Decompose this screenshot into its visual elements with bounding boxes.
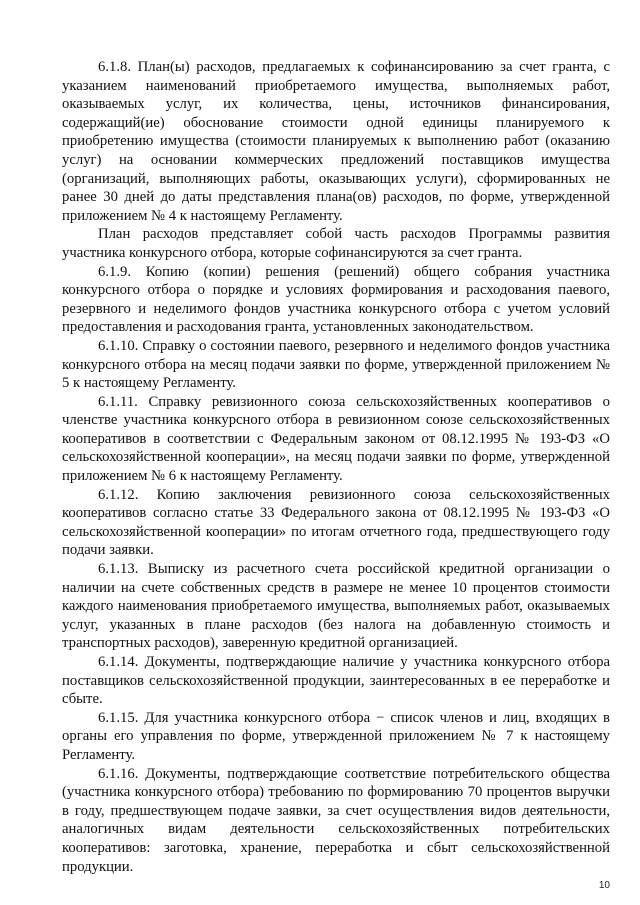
paragraph-6-1-8: 6.1.8. План(ы) расходов, предлагаемых к софинансированию за счет гранта, с указанием наименований приобретаемого имущества, выполняемых работ, оказываемых услуг, их количества, цены, источников финансирования, содержащий(ие) обоснование стоимости одной единицы планируемого к приобретению имущества (стоимости планируемых к выполнению работ (оказанию услуг) на основании коммерческих предложений поставщиков имущества (организаций, выполняющих работы, оказывающих услуги), сформированных не ранее 30 дней до даты представления плана(ов) расходов, по форме, утвержденной приложением № 4 к настоящему Регламенту. [62,59,610,224]
paragraph-6-1-11: 6.1.11. Справку ревизионного союза сельскохозяйственных кооперативов о членстве участника конкурсного отбора в ревизионном союзе сельскохозяйственных кооперативов в соответствии с Федеральным законом от 08.12.1995 № 193-ФЗ «О сельскохозяйственной кооперации», на месяц подачи заявки по форме, утвержденной приложением № 6 к настоящему Регламенту. [62,393,610,485]
paragraph-6-1-9: 6.1.9. Копию (копии) решения (решений) общего собрания участника конкурсного отбора о порядке и условиях формирования и расходования паевого, резервного и неделимого фондов участника конкурсного отбора с учетом условий предоставления и расходования гранта, установленных законодательством. [62,263,610,336]
paragraph-6-1-14: 6.1.14. Документы, подтверждающие наличие у участника конкурсного отбора поставщиков сельскохозяйственной продукции, заинтересованных в ее переработке и сбыте. [62,654,610,708]
paragraph-6-1-16: 6.1.16. Документы, подтверждающие соответствие потребительского общества (участника конкурсного отбора) требованию по формированию 70 процентов выручки в году, предшествующем подаче заявки, за счет осуществления видов деятельности, аналогичных видам деятельности сельскохозяйственных потребительских кооперативов: заготовка, хранение, переработка и сбыт сельскохозяйственной продукции. [62,765,610,875]
paragraph-expense-plan-note: План расходов представляет собой часть расходов Программы развития участника конкурсного отбора, которые софинансируются за счет гранта. [62,226,610,261]
document-page [62,58,610,876]
paragraph-6-1-12: 6.1.12. Копию заключения ревизионного союза сельскохозяйственных кооперативов согласно статье 33 Федерального закона от 08.12.1995 № 193-ФЗ «О сельскохозяйственной кооперации» по итогам отчетного года, предшествующего году подачи заявки. [62,486,610,559]
paragraph-6-1-15: 6.1.15. Для участника конкурсного отбора − список членов и лиц, входящих в органы его управления по форме, утвержденной приложением № 7 к настоящему Регламенту. [62,709,610,763]
page-number: 10 [598,880,610,891]
paragraph-6-1-10: 6.1.10. Справку о состоянии паевого, резервного и неделимого фондов участника конкурсного отбора на месяц подачи заявки по форме, утвержденной приложением № 5 к настоящему Регламенту. [62,337,610,392]
paragraph-6-1-13: 6.1.13. Выписку из расчетного счета российской кредитной организации о наличии на счете собственных средств в размере не менее 10 процентов стоимости каждого наименования приобретаемого имущества, выполняемых работ, оказываемых услуг, указанных в плане расходов (без налога на добавленную стоимость и транспортных расходов), заверенную кредитной организацией. [62,561,610,652]
